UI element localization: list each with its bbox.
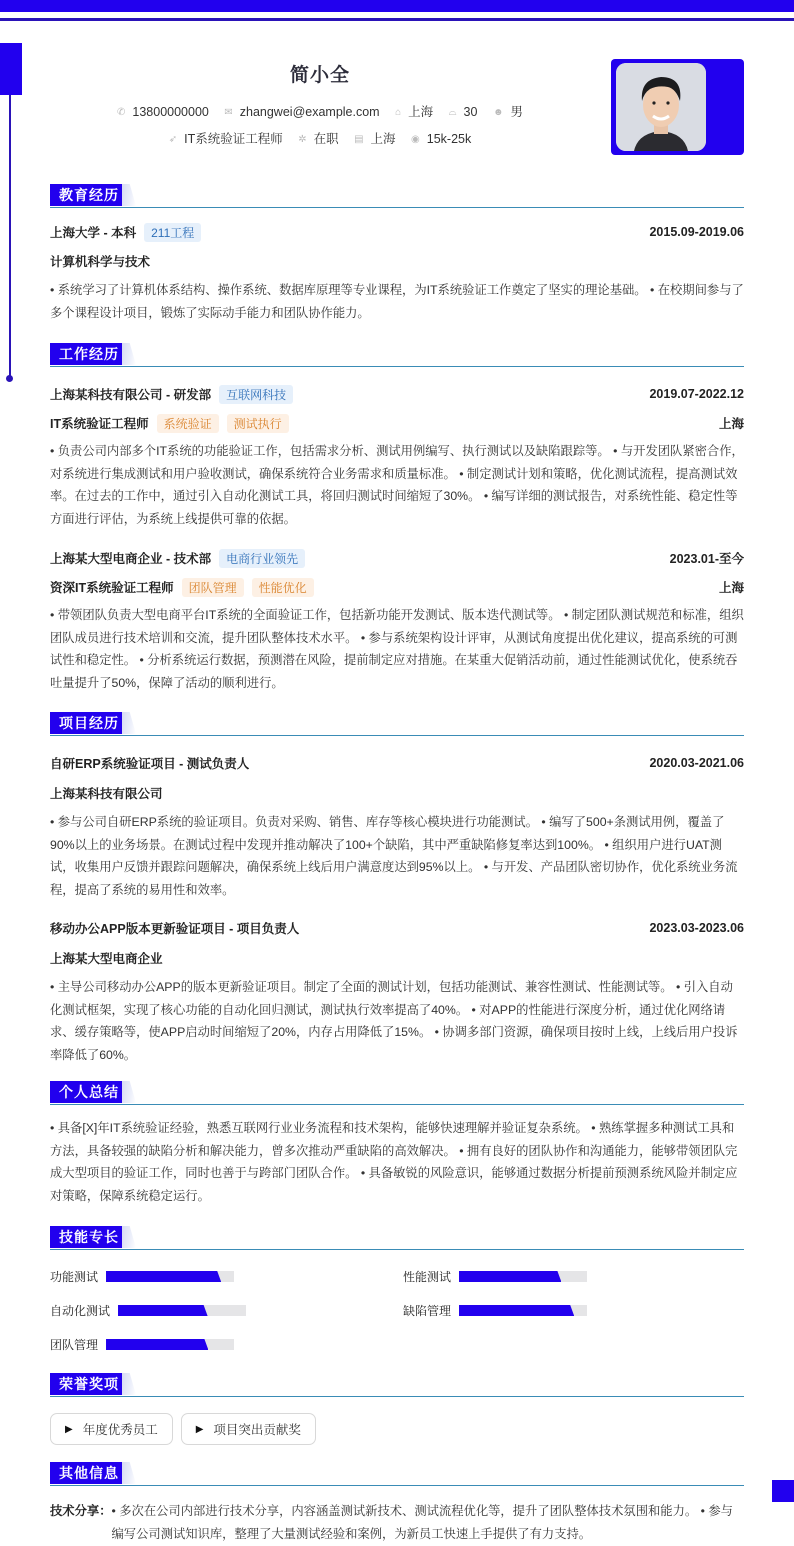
project-header-row [50,750,744,776]
company-name: 上海某科技有限公司 - 研发部 [50,388,212,402]
company-tag: 互联网科技 [219,385,293,404]
work-description: • 负责公司内部多个IT系统的功能验证工作，包括需求分析、测试用例编写、执行测试以及缺陷跟踪等。 • 与开发团队紧密合作，对系统进行集成测试和用户验收测试，确保系统符合业务需求和质量标准。 • 制定测试计划和策略，优化测试流程，提高测试效率。在过去的工作中，通过引入自动化测试工具，将回归测试时间缩短了30%。 • 编写详细的测试报告，对系统性能、稳定性等方面进行评估，为系统上线提供可靠的依据。 [50,444,744,526]
skill-bar [459,1271,587,1282]
skill-name: 团队管理 [50,1338,99,1352]
skill-bar-fill [106,1339,208,1350]
section-other [50,1462,744,1545]
skill-bar [459,1305,587,1316]
section-summary [50,1081,744,1207]
skill-bar [106,1271,234,1282]
skill-bar-fill [118,1305,208,1316]
skill-item [403,1268,587,1285]
section-title-decoration [122,343,136,365]
top-accent-bar [0,0,794,12]
send-icon: ➶ [168,134,178,145]
section-title-decoration [122,712,136,734]
project-org-row [50,780,744,806]
contact-phone: ✆ 13800000000 [117,105,209,119]
work-location: 上海 [718,581,744,595]
section-title-label: 荣誉奖项 [50,1373,128,1395]
skill-item [50,1336,234,1353]
intent-city: ▤ 上海 [354,132,396,146]
skill-bar-fill [459,1271,561,1282]
major: 计算机科学与技术 [50,255,151,269]
role-tag: 性能优化 [252,578,314,597]
skill-item [403,1302,587,1319]
project-org: 上海某科技有限公司 [50,787,163,801]
school-name: 上海大学 - 本科 [50,226,137,240]
skills-grid [50,1260,744,1360]
award-item [50,1413,173,1445]
role-tag: 系统验证 [157,414,219,433]
project-period: 2020.03-2021.06 [649,756,744,770]
mail-icon: ✉ [224,107,233,118]
section-title [50,1462,744,1486]
other-info-item [50,1500,744,1545]
skill-name: 功能测试 [50,1270,99,1284]
intent-salary: ◉ 15k-25k [411,132,472,146]
school-tag: 211工程 [144,223,201,242]
resume-header [50,55,744,165]
company-name: 上海某大型电商企业 - 技术部 [50,552,212,566]
section-awards [50,1373,744,1445]
intent-status: ✲ 在职 [298,132,339,146]
skill-item [50,1302,246,1319]
project-header-row [50,915,744,941]
left-accent-block [0,43,22,95]
job-intent-row [50,129,590,147]
section-title-label: 其他信息 [50,1462,128,1484]
left-timeline-dot [6,375,13,382]
project-name: 移动办公APP版本更新验证项目 - 项目负责人 [50,922,300,936]
role-row [50,574,744,600]
section-title-label: 个人总结 [50,1081,128,1103]
role-tag: 团队管理 [182,578,244,597]
project-description: • 参与公司自研ERP系统的验证项目。负责对采购、销售、库存等核心模块进行功能测试。 • 编写了500+条测试用例，覆盖了90%以上的业务场景。在测试过程中发现并推动解决了100+个缺陷，其中严重缺陷修复率达到100%。 • 组织用户进行UAT测试，收集用户反馈并跟踪问题解决，确保系统上线后用户满意度达到95%以上。 • 与开发、产品团队密切协作，优化系统业务流程，提高了系统的易用性和效率。 [50,815,738,897]
section-title [50,184,744,208]
skill-name: 自动化测试 [50,1304,111,1318]
award-label: 年度优秀员工 [82,1423,158,1437]
status-icon: ✲ [298,134,307,145]
contact-gender: ☻ 男 [492,105,523,119]
project-period: 2023.03-2023.06 [649,921,744,935]
section-title-label: 项目经历 [50,712,128,734]
contact-age: ⌓ 30 [448,105,478,119]
section-title-label: 技能专长 [50,1226,128,1248]
section-skills [50,1226,744,1360]
work-location: 上海 [718,417,744,431]
section-title-label: 工作经历 [50,343,128,365]
section-title-decoration [122,184,136,206]
skill-bar [118,1305,246,1316]
role-tag: 测试执行 [227,414,289,433]
section-title-label: 教育经历 [50,184,128,206]
phone-icon: ✆ [117,107,126,118]
other-info-key: 技术分享： [50,1504,112,1518]
work-header-row [50,545,744,571]
work-period: 2023.01-至今 [669,552,744,566]
section-title-decoration [122,1462,136,1484]
section-education [50,184,744,324]
project-org-row [50,945,744,971]
awards-list [50,1413,744,1445]
photo-frame [611,59,744,155]
age-icon: ⌓ [448,107,457,118]
section-title-decoration [122,1081,136,1103]
intent-position: ➶ IT系统验证工程师 [168,132,283,146]
avatar [616,63,706,151]
summary-text: • 具备[X]年IT系统验证经验，熟悉互联网行业业务流程和技术架构，能够快速理解并验证复杂系统。 • 熟练掌握多种测试工具和方法，具备较强的缺陷分析和解决能力，曾多次推动严重缺陷的高效解决。 • 拥有良好的团队协作和沟通能力，能够带领团队完成大型项目的验证工作，同时也善于与跨部门团队合作。 • 具备敏锐的风险意识，能够通过数据分析提前预测系统风险并制定应对策略，保障系统稳定运行。 [50,1121,738,1203]
right-accent-block [772,1480,794,1502]
section-projects [50,712,744,1066]
salary-icon: ◉ [411,134,420,145]
section-title-decoration [122,1373,136,1395]
project-name: 自研ERP系统验证项目 - 测试负责人 [50,757,250,771]
project-org: 上海某大型电商企业 [50,952,163,966]
section-title [50,1373,744,1397]
role-title: IT系统验证工程师 [50,417,149,431]
award-item [181,1413,316,1445]
section-work [50,343,744,694]
triangle-bullet-icon: ▶ [65,1423,73,1435]
gender-icon: ☻ [492,107,504,118]
work-header-row [50,381,744,407]
other-info-value: • 多次在公司内部进行技术分享，内容涵盖测试新技术、测试流程优化等，提升了团队整体技术氛围和能力。 • 参与编写公司测试知识库，整理了大量测试经验和案例，为新员工快速上手提供了有力支持。 [111,1504,733,1541]
home-icon: ⌂ [395,107,402,118]
work-period: 2019.07-2022.12 [649,387,744,401]
section-title [50,1081,744,1105]
skill-name: 性能测试 [403,1270,452,1284]
education-header-row [50,219,744,245]
skill-item [50,1268,234,1285]
section-title [50,712,744,736]
skill-bar [106,1339,234,1350]
role-title: 资深IT系统验证工程师 [50,581,174,595]
left-timeline-line [9,95,11,378]
contact-row [50,102,590,120]
section-title-decoration [122,1226,136,1248]
section-title [50,343,744,367]
skill-bar-fill [459,1305,574,1316]
contact-email: ✉ zhangwei@example.com [224,105,380,119]
top-accent-line [0,18,794,21]
role-row [50,410,744,436]
skill-bar-fill [106,1271,221,1282]
candidate-name: 简小全 [289,65,350,86]
major-row [50,248,744,274]
work-description: • 带领团队负责大型电商平台IT系统的全面验证工作，包括新功能开发测试、版本迭代测试等。 • 制定团队测试规范和标准，组织团队成员进行技术培训和交流，提升团队整体技术水平。 • 参与系统架构设计评审，从测试角度提出优化建议，提高系统的可测试性和稳定性。 • 分析系统运行数据，预测潜在风险，提前制定应对措施。在某重大促销活动前，通过性能测试优化，使系统吞吐量提升了50%，保障了活动的顺利进行。 [50,608,744,690]
education-period: 2015.09-2019.06 [649,225,744,239]
triangle-bullet-icon: ▶ [195,1423,204,1435]
section-title [50,1226,744,1250]
building-icon: ▤ [354,134,364,145]
skill-name: 缺陷管理 [403,1304,452,1318]
award-label: 项目突出贡献奖 [213,1423,301,1437]
project-description: • 主导公司移动办公APP的版本更新验证项目。制定了全面的测试计划，包括功能测试、兼容性测试、性能测试等。 • 引入自动化测试框架，实现了核心功能的自动化回归测试，测试执行效率提高了40%。 • 对APP的性能进行深度分析，通过优化网络请求、缓存策略等，使APP启动时间缩短了20%，内存占用降低了15%。 • 协调多部门资源，确保项目按时上线，上线后用户投诉率降低了60%。 [50,980,738,1062]
company-tag: 电商行业领先 [219,549,305,568]
education-description: • 系统学习了计算机体系结构、操作系统、数据库原理等专业课程，为IT系统验证工作奠定了坚实的理论基础。 • 在校期间参与了多个课程设计项目，锻炼了实际动手能力和团队协作能力。 [50,283,744,320]
contact-city: ⌂ 上海 [395,105,434,119]
